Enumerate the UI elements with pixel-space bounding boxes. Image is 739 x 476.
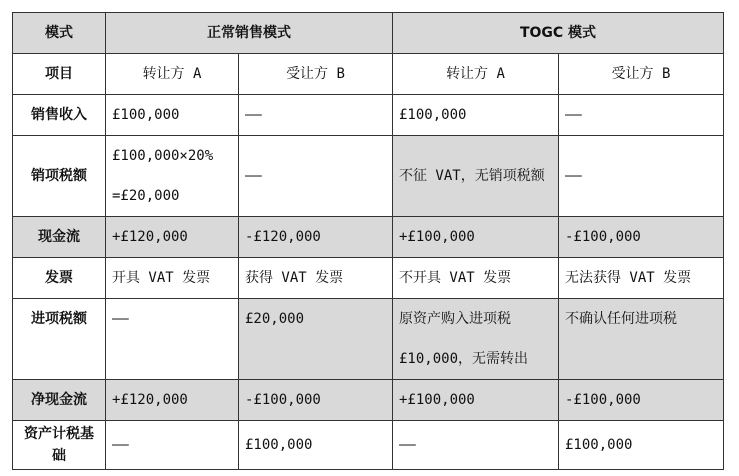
cell: +£120,000: [106, 217, 239, 258]
cell: ——: [393, 421, 559, 470]
cell: 不开具 VAT 发票: [393, 258, 559, 299]
cell: +£100,000: [393, 380, 559, 421]
row-label: 进项税额: [13, 299, 106, 380]
cell: 开具 VAT 发票: [106, 258, 239, 299]
row-label: 销项税额: [13, 136, 106, 217]
cell: 不征 VAT，无销项税额: [393, 136, 559, 217]
header-normal-mode: 正常销售模式: [106, 13, 393, 54]
cell: 不确认任何进项税: [559, 299, 724, 380]
cell: -£100,000: [559, 380, 724, 421]
table-row: [13, 421, 724, 470]
cell: £20,000: [239, 299, 393, 380]
table-row: [13, 95, 724, 136]
cell: £100,000: [393, 95, 559, 136]
table-row: [13, 380, 724, 421]
row-label: 销售收入: [13, 95, 106, 136]
cell: £100,000×20% =£20,000: [106, 136, 239, 217]
subheader-togc-transferor: 转让方 A: [393, 54, 559, 95]
cell: 原资产购入进项税 £10,000，无需转出: [393, 299, 559, 380]
subheader-normal-transferor: 转让方 A: [106, 54, 239, 95]
subheader-item: 项目: [13, 54, 106, 95]
header-togc-mode: TOGC 模式: [393, 13, 724, 54]
cell: -£120,000: [239, 217, 393, 258]
cell: £100,000: [106, 95, 239, 136]
cell: ——: [559, 136, 724, 217]
subheader-normal-transferee: 受让方 B: [239, 54, 393, 95]
subheader-togc-transferee: 受让方 B: [559, 54, 724, 95]
cell: 获得 VAT 发票: [239, 258, 393, 299]
comparison-table: [12, 12, 724, 470]
row-label: 净现金流: [13, 380, 106, 421]
cell: ——: [239, 95, 393, 136]
table-row: [13, 299, 724, 380]
cell: ——: [106, 299, 239, 380]
cell: -£100,000: [559, 217, 724, 258]
cell: ——: [106, 421, 239, 470]
cell: 无法获得 VAT 发票: [559, 258, 724, 299]
row-label: 发票: [13, 258, 106, 299]
cell: £100,000: [239, 421, 393, 470]
cell: -£100,000: [239, 380, 393, 421]
table-row: [13, 217, 724, 258]
header-mode: 模式: [13, 13, 106, 54]
cell: +£120,000: [106, 380, 239, 421]
row-label: 现金流: [13, 217, 106, 258]
cell: +£100,000: [393, 217, 559, 258]
table-row: [13, 136, 724, 217]
cell: ——: [559, 95, 724, 136]
table-row: [13, 258, 724, 299]
cell: £100,000: [559, 421, 724, 470]
row-label: 资产计税基础: [13, 421, 106, 470]
cell: ——: [239, 136, 393, 217]
